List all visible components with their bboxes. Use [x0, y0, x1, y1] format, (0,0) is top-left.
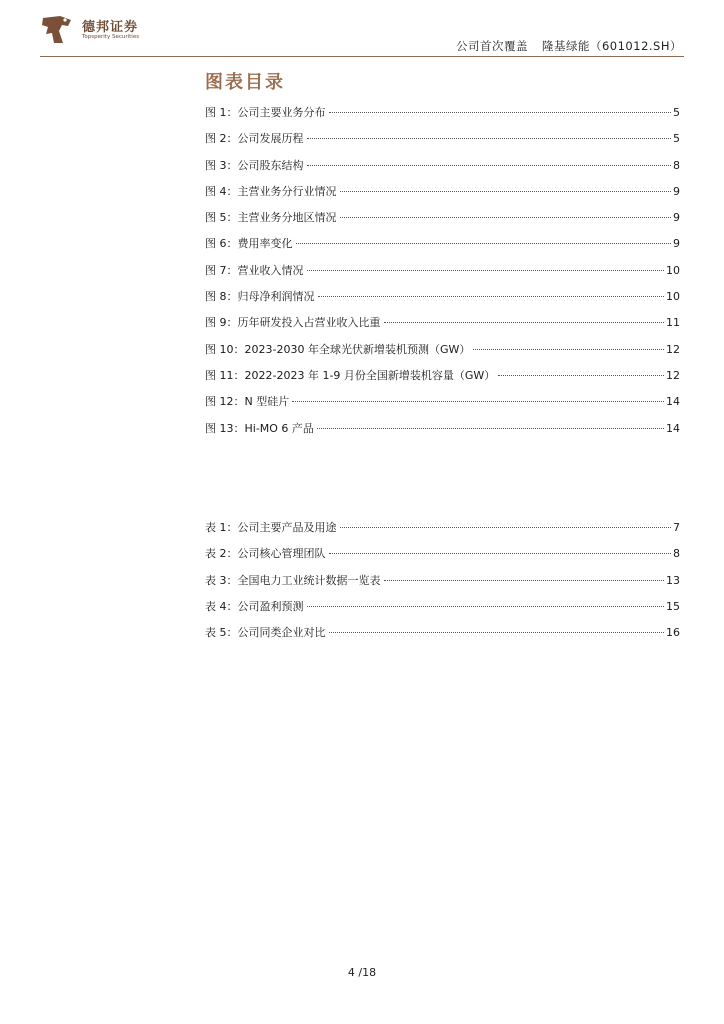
figure-entry-page: 11	[666, 316, 680, 330]
report-type: 公司首次覆盖	[455, 39, 528, 53]
figure-entry[interactable]	[205, 157, 680, 183]
dot-leader	[473, 349, 664, 350]
company-logo	[40, 14, 160, 46]
figure-entry[interactable]	[205, 104, 680, 130]
table-entry-label: 表 3：全国电力工业统计数据一览表	[205, 573, 381, 587]
figure-entry-label: 图 11：2022-2023 年 1-9 月份全国新增装机容量（GW）	[205, 368, 496, 382]
dot-leader	[384, 580, 665, 581]
dot-leader	[292, 401, 664, 402]
figure-entry[interactable]	[205, 235, 680, 261]
figure-entry-page: 14	[666, 395, 680, 409]
figure-entry-label: 图 7：营业收入情况	[205, 263, 304, 277]
table-entry-page: 15	[666, 599, 680, 613]
figure-entry-label: 图 6：费用率变化	[205, 237, 293, 251]
figure-entry-label: 图 13：Hi-MO 6 产品	[205, 421, 314, 435]
dot-leader	[307, 165, 672, 166]
dot-leader	[340, 217, 672, 218]
dot-leader	[384, 322, 665, 323]
table-entry[interactable]	[205, 572, 680, 598]
figure-entry-page: 12	[666, 368, 680, 382]
logo-name-en: Topsperity Securities	[82, 34, 140, 40]
table-entry[interactable]	[205, 519, 680, 545]
company-name: 隆基绿能（601012.SH）	[541, 39, 682, 53]
figure-entry-label: 图 10：2023-2030 年全球光伏新增装机预测（GW）	[205, 342, 471, 356]
figure-entry-page: 14	[666, 421, 680, 435]
table-entry-label: 表 4：公司盈利预测	[205, 599, 304, 613]
figure-entry-page: 10	[666, 290, 680, 304]
figure-entry-label: 图 3：公司股东结构	[205, 158, 304, 172]
table-entry[interactable]	[205, 545, 680, 571]
report-header	[456, 38, 682, 54]
dot-leader	[307, 270, 665, 271]
figure-entry[interactable]	[205, 420, 680, 446]
figure-entry-page: 5	[673, 132, 680, 146]
dot-leader	[329, 553, 672, 554]
figure-entry[interactable]	[205, 314, 680, 340]
figure-entry-page: 5	[673, 106, 680, 119]
dot-leader	[307, 138, 672, 139]
figure-entry-page: 12	[666, 342, 680, 356]
figure-entry[interactable]	[205, 183, 680, 209]
dot-leader	[317, 428, 664, 429]
dot-leader	[329, 112, 672, 113]
figure-entry-page: 9	[673, 184, 680, 198]
table-entry-label: 表 5：公司同类企业对比	[205, 626, 326, 640]
figure-entry[interactable]	[205, 262, 680, 288]
table-entry-label: 表 1：公司主要产品及用途	[205, 521, 337, 534]
table-entry-page: 16	[666, 626, 680, 640]
figure-entry[interactable]	[205, 288, 680, 314]
logo-icon	[40, 14, 76, 46]
figure-list	[205, 104, 680, 446]
figure-entry[interactable]	[205, 341, 680, 367]
table-entry-page: 7	[673, 521, 680, 534]
figure-entry-label: 图 4：主营业务分行业情况	[205, 184, 337, 198]
table-entry-page: 8	[673, 547, 680, 561]
table-entry-label: 表 2：公司核心管理团队	[205, 547, 326, 561]
dot-leader	[296, 243, 672, 244]
toc-title: 图表目录	[205, 72, 285, 93]
figure-entry-page: 8	[673, 158, 680, 172]
figure-entry-label: 图 9：历年研发投入占营业收入比重	[205, 316, 381, 330]
figure-entry[interactable]	[205, 367, 680, 393]
table-list	[205, 519, 680, 650]
table-entry-page: 13	[666, 573, 680, 587]
table-entry[interactable]	[205, 598, 680, 624]
table-entry[interactable]	[205, 624, 680, 650]
figure-entry[interactable]	[205, 209, 680, 235]
dot-leader	[340, 191, 672, 192]
figure-entry-label: 图 2：公司发展历程	[205, 132, 304, 146]
dot-leader	[329, 632, 665, 633]
figure-entry-page: 9	[673, 211, 680, 225]
dot-leader	[340, 527, 672, 528]
figure-entry-label: 图 5：主营业务分地区情况	[205, 211, 337, 225]
figure-entry-label: 图 8：归母净利润情况	[205, 290, 315, 304]
figure-entry-page: 10	[666, 263, 680, 277]
dot-leader	[318, 296, 665, 297]
header-divider	[40, 56, 684, 57]
logo-name-cn: 德邦证券	[82, 20, 139, 35]
page-number: 4 /18	[347, 966, 377, 979]
dot-leader	[498, 375, 664, 376]
figure-entry[interactable]	[205, 130, 680, 156]
figure-entry-label: 图 1：公司主要业务分布	[205, 106, 326, 119]
figure-entry-page: 9	[673, 237, 680, 251]
dot-leader	[307, 606, 665, 607]
figure-entry-label: 图 12：N 型硅片	[205, 395, 290, 409]
figure-entry[interactable]	[205, 393, 680, 419]
